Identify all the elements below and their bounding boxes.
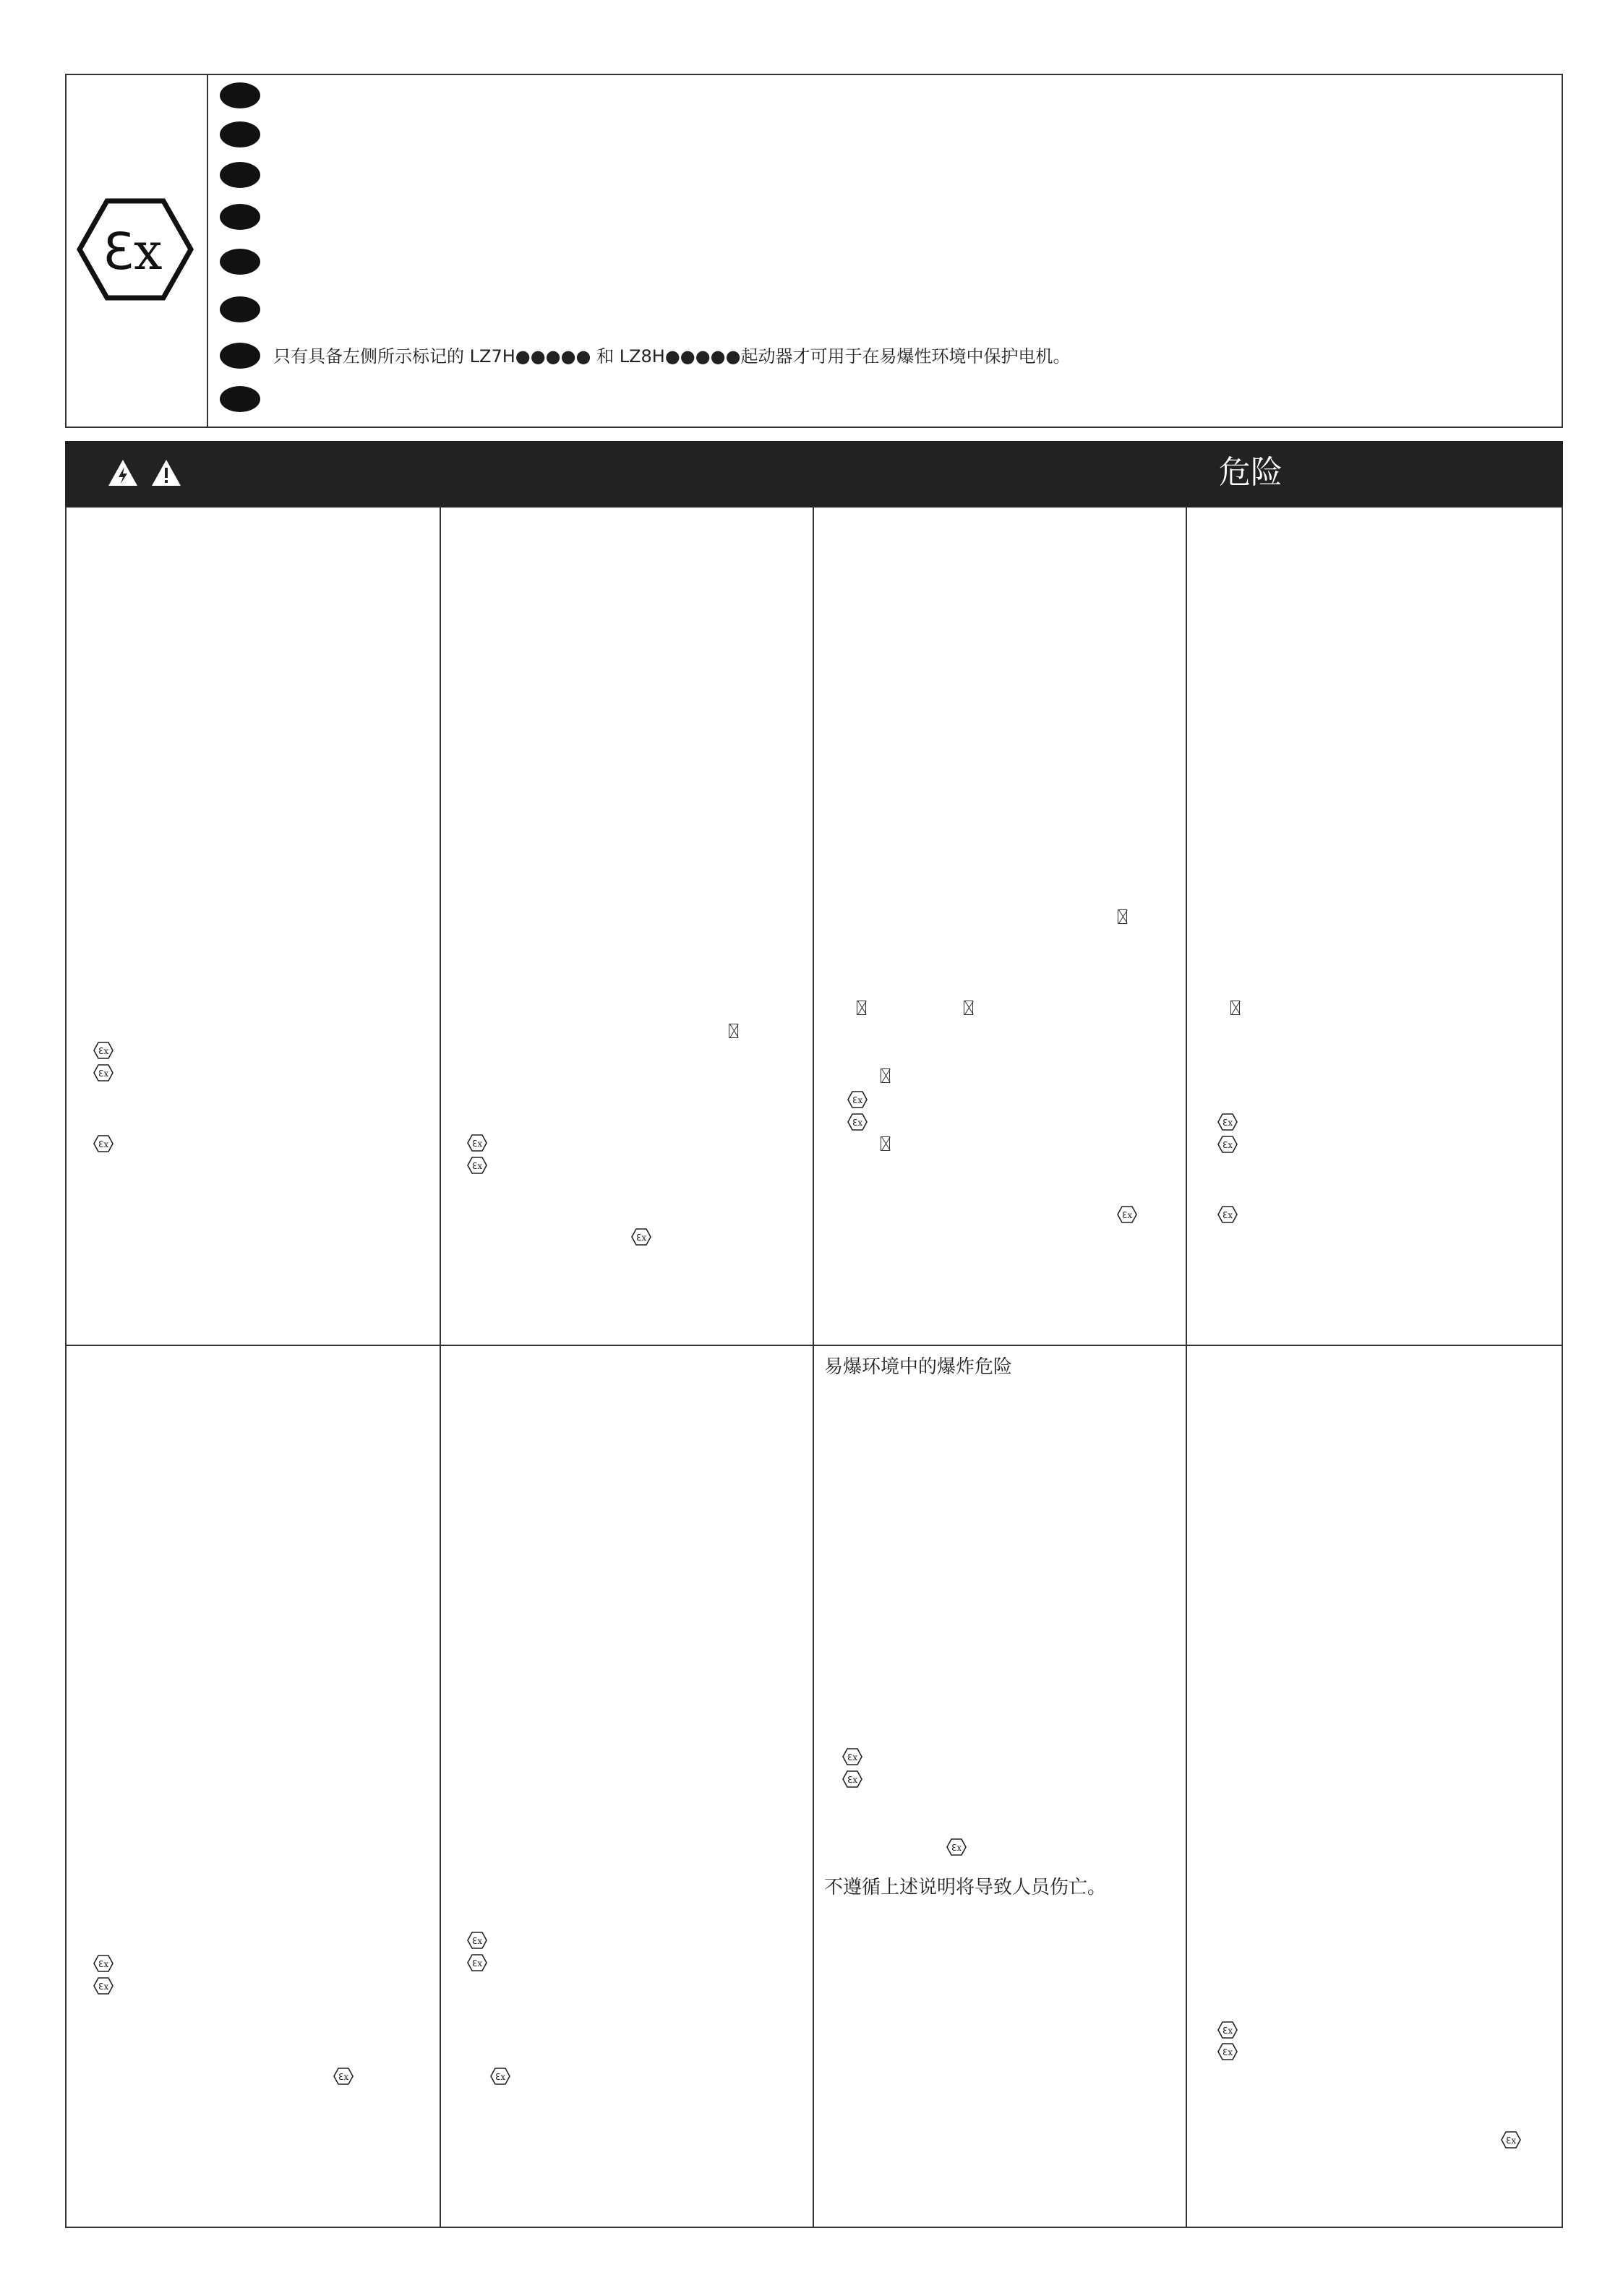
small-ex-hexagon-icon <box>1217 2043 1238 2060</box>
small-ex-hexagon-icon <box>490 2068 510 2085</box>
language-marker-6 <box>220 296 260 322</box>
injury-warning-footer: 不遵循上述说明将导致人员伤亡。 <box>824 1877 1107 1898</box>
ex-notice-box <box>65 74 1563 428</box>
small-ex-hexagon-icon <box>1217 1136 1238 1153</box>
small-ex-hexagon-icon <box>93 1955 114 1972</box>
column-divider-2 <box>813 506 814 2227</box>
small-ex-hexagon-icon <box>1217 2021 1238 2039</box>
danger-header-bar <box>65 441 1563 507</box>
small-ex-hexagon-icon <box>842 1748 862 1765</box>
column-divider-1 <box>440 506 441 2227</box>
row-divider <box>67 1345 1562 1346</box>
small-ex-hexagon-icon <box>847 1113 868 1131</box>
language-marker-2 <box>220 121 260 147</box>
small-ex-hexagon-icon <box>1217 1206 1238 1223</box>
small-ex-hexagon-icon <box>467 1954 487 1971</box>
small-ex-hexagon-icon <box>467 1157 487 1174</box>
small-ex-hexagon-icon <box>93 1977 114 1995</box>
language-marker-7 <box>220 343 260 369</box>
small-ex-hexagon-icon <box>93 1135 114 1152</box>
small-ex-hexagon-icon <box>93 1064 114 1081</box>
language-marker-3 <box>220 162 260 188</box>
small-ex-hexagon-icon <box>467 1932 487 1949</box>
small-ex-hexagon-icon <box>1501 2131 1521 2149</box>
svg-text:ℇx: ℇx <box>103 222 163 281</box>
small-ex-hexagon-icon <box>842 1770 862 1788</box>
electric-shock-warning-icon <box>107 458 139 487</box>
safety-text-grid <box>65 506 1563 2228</box>
danger-label: 危险 <box>1219 454 1282 491</box>
language-marker-8 <box>220 386 260 412</box>
missing-glyph-icon <box>1230 1001 1240 1015</box>
ex-notice-text-zh: 只有具备左侧所示标记的 LZ7H●●●●● 和 LZ8H●●●●●起动器才可用于在易爆性环境中保护电机。 <box>273 346 1071 367</box>
small-ex-hexagon-icon <box>1117 1206 1137 1223</box>
language-marker-1 <box>220 82 260 108</box>
small-ex-hexagon-icon <box>333 2068 354 2085</box>
small-ex-hexagon-icon <box>467 1134 487 1152</box>
small-ex-hexagon-icon <box>631 1228 651 1246</box>
missing-glyph-icon <box>857 1001 866 1015</box>
missing-glyph-icon <box>881 1068 890 1083</box>
ex-logo-cell <box>67 75 208 427</box>
missing-glyph-icon <box>964 1001 973 1015</box>
small-ex-hexagon-icon <box>847 1091 868 1108</box>
language-marker-4 <box>220 204 260 230</box>
missing-glyph-icon <box>881 1136 890 1151</box>
missing-glyph-icon <box>729 1024 738 1038</box>
column-divider-3 <box>1186 506 1187 2227</box>
explosion-hazard-heading: 易爆环境中的爆炸危险 <box>824 1356 1013 1378</box>
language-marker-5 <box>220 249 260 275</box>
small-ex-hexagon-icon <box>93 1042 114 1059</box>
small-ex-hexagon-icon <box>946 1838 967 1856</box>
atex-ex-hexagon-icon <box>77 198 194 301</box>
small-ex-hexagon-icon <box>1217 1113 1238 1131</box>
missing-glyph-icon <box>1118 909 1127 924</box>
general-warning-icon <box>150 458 182 487</box>
